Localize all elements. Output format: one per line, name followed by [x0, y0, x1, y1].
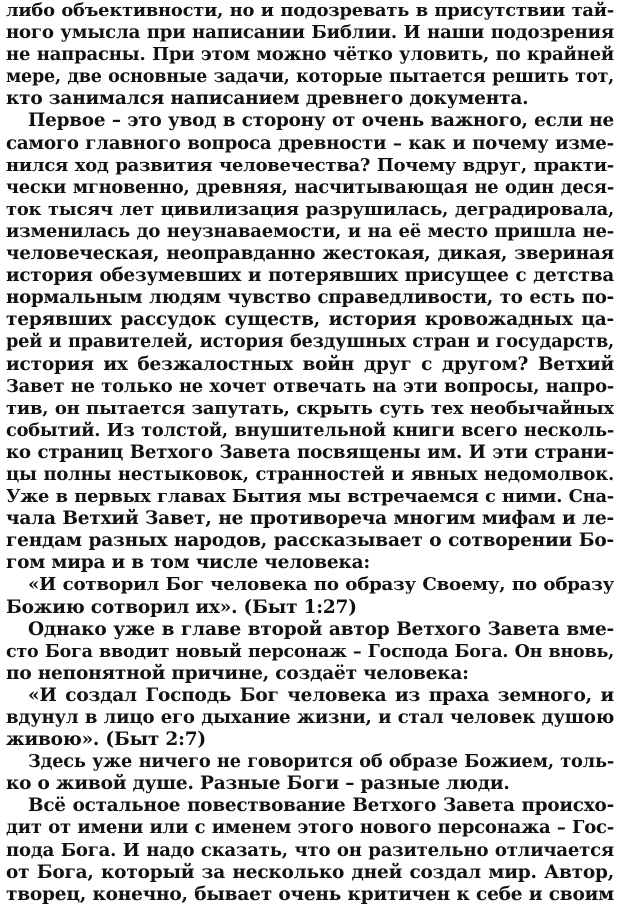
text-line: по непонятной причине, создаёт человека: — [6, 662, 469, 684]
text-line: Здесь уже ничего не говорится об образе Божием, толь- — [28, 751, 614, 773]
text-line: дит от имени или с именем этого нового персонажа – Гос- — [6, 817, 614, 839]
text-line: тив, он пытается запутать, скрыть суть тех необычайных — [6, 397, 614, 419]
text-line: рей и правителей, история бездушных стран и государств, — [6, 331, 614, 353]
text-line: ток тысяч лет цивилизация разрушилась, деградировала, — [6, 198, 614, 220]
text-line: гом мира и в том числе человека: — [6, 552, 370, 574]
text-line: нормальным людям чувство справедливости, то есть по- — [6, 287, 614, 309]
text-body — [6, 0, 614, 906]
text-line: цы полны нестыковок, странностей и явных недомолвок. — [6, 463, 614, 485]
text-line: от Бога, который за несколько дней создал мир. Автор, — [6, 861, 614, 883]
text-line: «И сотворил Бог человека по образу Своему, по образу — [28, 574, 614, 596]
text-line: изменилась до неузнаваемости, и на её место пришла не- — [6, 220, 614, 242]
text-line: «И создал Господь Бог человека из праха земного, и — [28, 684, 614, 706]
text-line: чала Ветхий Завет, не противореча многим мифам и ле- — [6, 508, 614, 530]
text-line: не напрасны. При этом можно чётко уловить, по крайней — [6, 44, 614, 66]
text-line: Завет не только не хочет отвечать на эти вопросы, напро- — [6, 375, 614, 397]
text-line: история их безжалостных войн друг с другом? Ветхий — [6, 353, 614, 375]
text-line: ко страниц Ветхого Завета посвящены им. И эти страни- — [6, 441, 614, 463]
text-line: Первое – это увод в сторону от очень важного, если не — [28, 110, 614, 132]
text-line: нился ход развития человечества? Почему вдруг, практи- — [6, 154, 614, 176]
text-line: мере, две основные задачи, которые пытается решить тот, — [6, 67, 614, 88]
text-line: самого главного вопроса древности – как и почему изме- — [6, 132, 614, 154]
text-line: Однако уже в главе второй автор Ветхого Завета вме- — [28, 618, 614, 640]
text-line: пода Бога. И надо сказать, что он разительно отличается — [6, 839, 614, 861]
text-line: творец, конечно, бывает очень критичен к себе и своим — [6, 883, 614, 905]
document-page — [6, 0, 614, 910]
text-line: событий. Из толстой, внушительной книги всего несколь- — [6, 419, 614, 441]
text-line: чески мгновенно, древняя, насчитывающая не один деся- — [6, 176, 614, 198]
text-line: история обезумевших и потерявших присущее с детства — [6, 265, 614, 287]
text-line: кто занимался написанием древнего документа. — [6, 88, 529, 110]
text-line: человеческая, неоправданно жестокая, дикая, звериная — [6, 243, 614, 265]
text-line: ко о живой душе. Разные Боги – разные люди. — [6, 773, 510, 795]
text-line: Всё остальное повествование Ветхого Завета происхо- — [28, 795, 614, 817]
text-line: Божию сотворил их». (Быт 1:27) — [6, 596, 357, 618]
text-line: вдунул в лицо его дыхание жизни, и стал человек душою — [6, 707, 614, 728]
text-line: ного умысла при написании Библии. И наши подозрения — [6, 22, 614, 44]
text-line: гендам разных народов, рассказывает о сотворении Бо- — [6, 530, 614, 552]
text-line: сто Бога вводит новый персонаж – Господа Бога. Он вновь, — [6, 641, 614, 662]
text-line: либо объективности, но и подозревать в присутствии тай- — [6, 0, 614, 21]
text-line: Уже в первых главах Бытия мы встречаемся с ними. Сна- — [6, 486, 614, 508]
text-line: живою». (Быт 2:7) — [6, 729, 206, 751]
text-line: терявших рассудок существ, история кровожадных ца- — [6, 309, 614, 331]
